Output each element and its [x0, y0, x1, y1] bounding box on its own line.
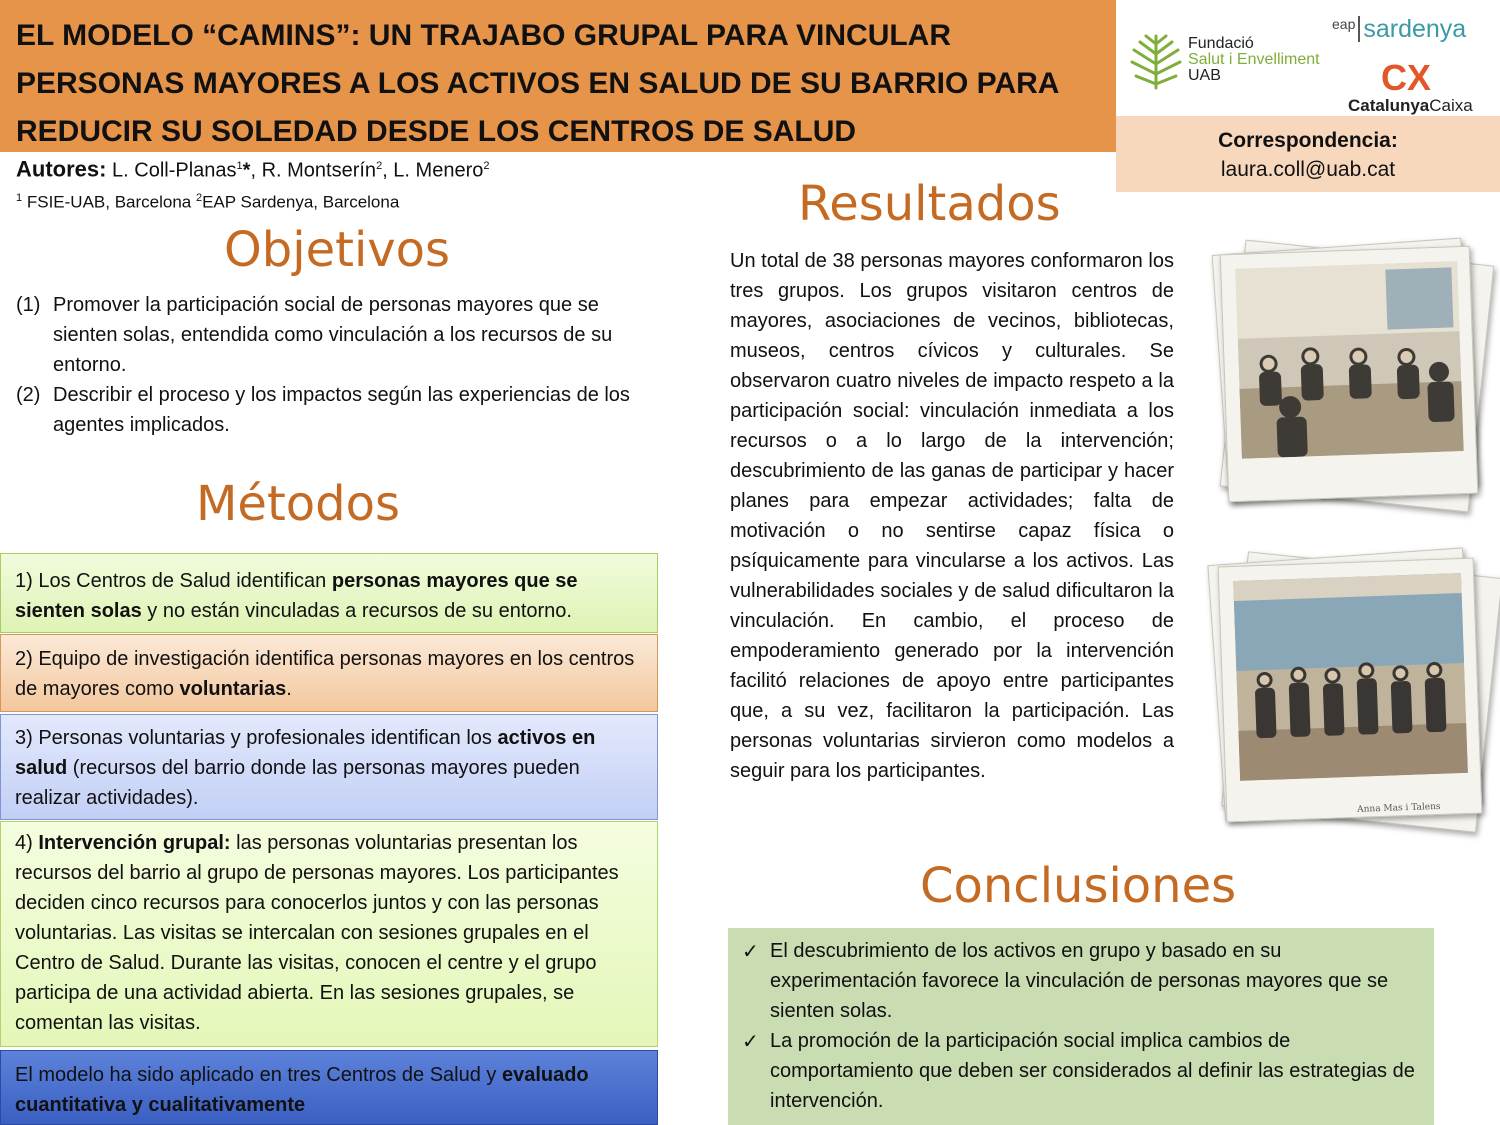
group-photo-stack-2 [1210, 550, 1500, 840]
fsie-logo [1126, 30, 1336, 90]
fsie-tree-icon [1126, 30, 1186, 90]
method-step-4 [0, 821, 658, 1047]
affiliation-1-mark: 1 [16, 191, 23, 204]
poster-title-bar [0, 0, 1116, 152]
objetivo-number: (2) [16, 384, 41, 406]
conclusiones-box [728, 928, 1434, 1125]
conclusiones-heading: Conclusiones [920, 858, 1237, 914]
correspondence-box [1116, 116, 1500, 192]
resultados-heading: Resultados [798, 176, 1061, 232]
fsie-logo-text-1: Fundació [1188, 35, 1254, 52]
authors-label: Autores: [16, 156, 107, 182]
conclusion-item [740, 1026, 1422, 1116]
objetivos-heading: Objetivos [224, 222, 451, 278]
method-step-4-text-end: las personas voluntarias presentan los recursos del barrio al grupo de personas mayores. Los participantes deciden cinco recursos para conocerlos juntos y con las personas voluntarias. Las visitas se intercalan con sesiones grupales en el Centro de Salud. Durante las visitas, conocen el centre y el grupo participa de una actividad abierta. En las sesiones grupales, se comentan las visitas. [15, 832, 619, 1034]
method-summary-bold: evaluado cuantitativa y cualitativamente [15, 1064, 589, 1116]
affiliation-2: EAP Sardenya, Barcelona [202, 192, 400, 212]
affiliations-line [16, 185, 489, 216]
objetivo-item [16, 290, 656, 380]
eap-logo-big: sardenya [1363, 15, 1467, 43]
fsie-logo-text-2: Salut i Envelliment [1188, 51, 1320, 68]
authors-block [16, 152, 489, 215]
method-step-3-bold: activos en salud [15, 727, 596, 779]
logo-area [1116, 0, 1500, 116]
method-step-4-text: 4) [15, 832, 39, 854]
method-step-2 [0, 634, 658, 712]
method-step-2-text-end: . [286, 678, 292, 700]
fsie-logo-text-3: UAB [1188, 67, 1221, 84]
conclusion-text: El descubrimiento de los activos en grupo y basado en su experimentación favorece la vinculación de personas mayores que se sienten solas. [770, 940, 1389, 1022]
objetivo-text: Describir el proceso y los impactos según las experiencias de los agentes implicados. [53, 384, 630, 436]
eap-logo-divider [1358, 16, 1360, 42]
author-3: , L. Menero [382, 159, 484, 182]
author-1-affiliation: 1 [236, 160, 243, 172]
method-step-3 [0, 714, 658, 820]
objetivo-number: (1) [16, 294, 41, 316]
group-visit-photo [1233, 573, 1468, 781]
check-icon: ✓ [742, 1029, 759, 1053]
objetivos-list [16, 290, 656, 440]
affiliation-2-mark: 2 [195, 191, 203, 204]
cx-name-bold: Catalunya [1348, 96, 1430, 115]
method-step-1 [0, 553, 658, 633]
authors-line [16, 152, 489, 185]
method-step-3-text: 3) Personas voluntarias y profesionales identifican los [15, 727, 498, 749]
author-1: L. Coll-Planas [112, 159, 237, 182]
resultados-paragraph: Un total de 38 personas mayores conformaron los tres grupos. Los grupos visitaron centros de mayores, asociaciones de vecinos, bibliotecas, museos, centros cívicos y culturales. Se observaron cuatro niveles de impacto respeto a la participación social: vinculación inmediata a los recursos o a lo largo de la intervención; descubrimiento de las ganas de participar y hacer planes para empezar actividades; falta de motivación o no sentirse capaz física o psíquicamente para vincularse a los activos. Las vulnerabilidades sociales y de salud dificultaron la vinculación. En cambio, el proceso de empoderamiento generado por la intervención facilitó relaciones de apoyo entre participantes que, a su vez, facilitaron la participación. Las personas voluntarias sirvieron como modelos a seguir para los participantes. [730, 250, 1174, 782]
eap-sardenya-logo [1332, 16, 1466, 42]
conclusion-item [740, 936, 1422, 1026]
method-step-3-text-end: (recursos del barrio donde las personas mayores pueden realizar actividades). [15, 757, 580, 809]
author-2: , R. Montserín [250, 159, 377, 182]
author-2-affiliation: 2 [376, 160, 383, 172]
eap-logo-small: eap [1332, 16, 1356, 32]
catalunyacaixa-logo-text [1348, 96, 1473, 116]
method-step-1-bold: personas mayores que se sienten solas [15, 570, 578, 622]
method-summary-text: El modelo ha sido aplicado en tres Centros de Salud y [15, 1064, 502, 1086]
photo-frame [1220, 246, 1479, 503]
objetivo-text: Promover la participación social de personas mayores que se sienten solas, entendida como vinculación a los recursos de su entorno. [53, 294, 613, 376]
cx-logo-icon [1376, 60, 1436, 94]
conclusion-text: La promoción de la participación social implica cambios de comportamiento que deben ser considerados al definir las estrategias de intervención. [770, 1030, 1415, 1112]
photo-frame [1218, 558, 1483, 823]
objetivo-item [16, 380, 656, 440]
group-photo-stack-1 [1210, 238, 1490, 518]
poster-title-line-3: REDUCIR SU SOLEDAD DESDE LOS CENTROS DE SALUD [16, 115, 857, 148]
group-meeting-photo [1235, 261, 1463, 459]
cx-name-rest: Caixa [1429, 96, 1473, 115]
poster-title-line-2: PERSONAS MAYORES A LOS ACTIVOS EN SALUD DE SU BARRIO PARA [16, 67, 1060, 100]
poster-title-line-1: EL MODELO “CAMINS”: UN TRAJABO GRUPAL PARA VINCULAR [16, 19, 952, 52]
method-step-1-text-end: y no están vinculadas a recursos de su entorno. [141, 600, 572, 622]
correspondence-email[interactable]: laura.coll@uab.cat [1220, 158, 1396, 181]
author-1-mark: * [242, 159, 251, 182]
method-step-2-bold: voluntarias [179, 678, 287, 700]
author-3-affiliation: 2 [483, 160, 490, 172]
photo-credit: Anna Mas i Talens [1357, 801, 1441, 815]
method-step-4-bold: Intervención grupal: [38, 832, 231, 854]
cx-logo-mark: CX [1380, 60, 1432, 94]
method-summary [0, 1050, 658, 1125]
check-icon: ✓ [742, 939, 759, 963]
affiliation-1: FSIE-UAB, Barcelona [22, 192, 196, 212]
method-step-2-text: 2) Equipo de investigación identifica personas mayores en los centros de mayores como [15, 648, 635, 700]
metodos-heading: Métodos [196, 476, 400, 532]
correspondence-title: Correspondencia: [1218, 129, 1398, 152]
method-step-1-text: 1) Los Centros de Salud identifican [15, 570, 332, 592]
